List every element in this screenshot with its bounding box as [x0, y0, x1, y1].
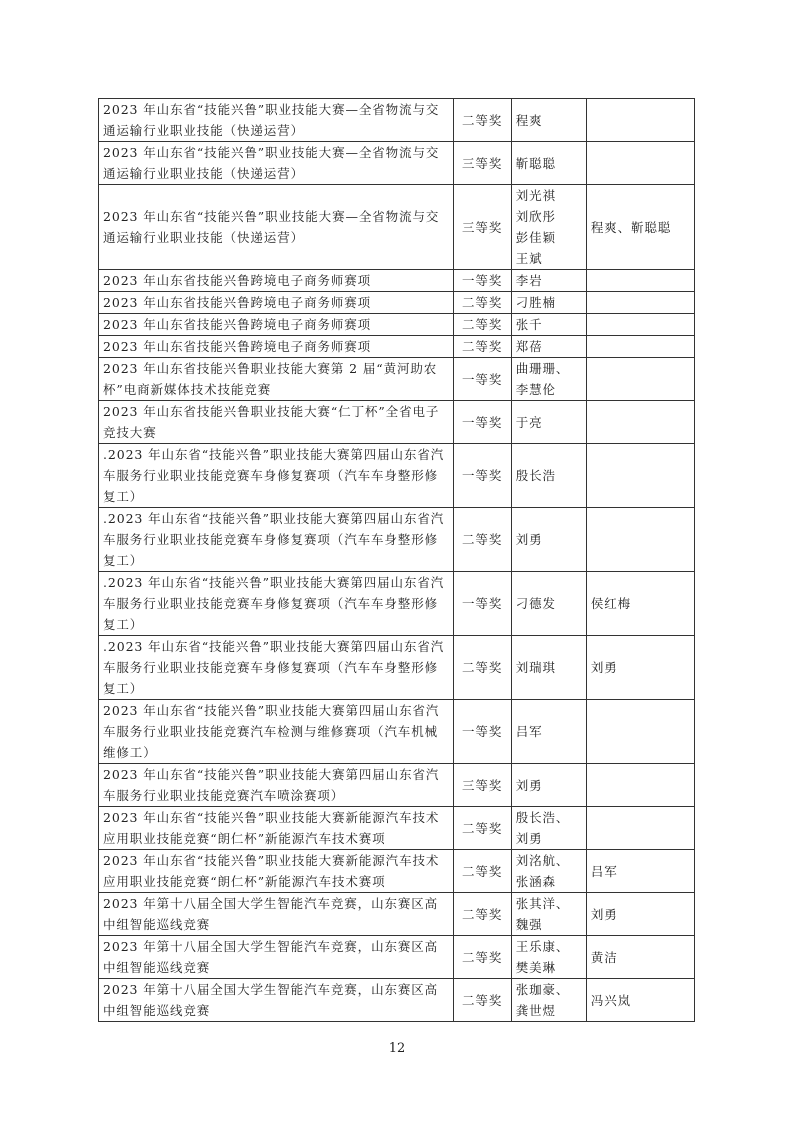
winner-name: 张其洋、 — [515, 896, 570, 911]
competition-cell: 2023 年山东省“技能兴鲁”职业技能大赛—全省物流与交通运输行业职业技能（快递运营） — [99, 99, 454, 142]
competition-cell: .2023 年山东省“技能兴鲁”职业技能大赛第四届山东省汽车服务行业职业技能竞赛车身修复赛项（汽车车身整形修复工） — [99, 444, 454, 508]
award-cell: 二等奖 — [453, 508, 511, 572]
page-number: 12 — [388, 1041, 406, 1056]
award-cell: 二等奖 — [453, 636, 511, 700]
instructor-cell — [586, 358, 694, 401]
competition-cell: 2023 年第十八届全国大学生智能汽车竞赛，山东赛区高中组智能巡线竞赛 — [99, 979, 454, 1022]
competition-cell: 2023 年山东省“技能兴鲁”职业技能大赛第四届山东省汽车服务行业职业技能竞赛汽车喷涂赛项） — [99, 764, 454, 807]
table-row — [99, 508, 695, 572]
winners-cell — [511, 764, 586, 807]
competition-cell: 2023 年山东省“技能兴鲁”职业技能大赛—全省物流与交通运输行业职业技能（快递运营） — [99, 185, 454, 270]
table-row — [99, 850, 695, 893]
award-cell: 二等奖 — [453, 850, 511, 893]
winner-name: 刁德发 — [515, 596, 556, 611]
winners-cell — [511, 508, 586, 572]
table-row — [99, 336, 695, 358]
winners-cell — [511, 142, 586, 185]
competition-cell: 2023 年山东省“技能兴鲁”职业技能大赛新能源汽车技术应用职业技能竞赛“朗仁杯”新能源汽车技术赛项 — [99, 807, 454, 850]
winners-cell — [511, 270, 586, 292]
winners-cell — [511, 358, 586, 401]
competition-cell: 2023 年山东省“技能兴鲁”职业技能大赛第四届山东省汽车服务行业职业技能竞赛汽车检测与维修赛项（汽车机械维修工） — [99, 700, 454, 764]
table-row — [99, 764, 695, 807]
table-row — [99, 979, 695, 1022]
winner-name: 张千 — [515, 317, 543, 332]
winner-name: 刘勇 — [515, 532, 543, 547]
table-row — [99, 936, 695, 979]
instructor-cell: 刘勇 — [586, 893, 694, 936]
award-cell: 二等奖 — [453, 807, 511, 850]
instructor-cell — [586, 764, 694, 807]
award-cell: 二等奖 — [453, 292, 511, 314]
award-cell: 三等奖 — [453, 142, 511, 185]
award-cell: 一等奖 — [453, 444, 511, 508]
table-row — [99, 572, 695, 636]
instructor-cell — [586, 270, 694, 292]
winner-name: 殷长浩 — [515, 468, 556, 483]
instructor-cell — [586, 99, 694, 142]
winner-name: 李慧伦 — [515, 382, 556, 397]
competition-cell: 2023 年山东省“技能兴鲁”职业技能大赛新能源汽车技术应用职业技能竞赛“朗仁杯”新能源汽车技术赛项 — [99, 850, 454, 893]
competition-cell: .2023 年山东省“技能兴鲁”职业技能大赛第四届山东省汽车服务行业职业技能竞赛车身修复赛项（汽车车身整形修复工） — [99, 508, 454, 572]
table-row — [99, 700, 695, 764]
award-cell: 二等奖 — [453, 936, 511, 979]
winner-name: 王斌 — [515, 251, 543, 266]
competition-cell: 2023 年山东省技能兴鲁跨境电子商务师赛项 — [99, 292, 454, 314]
table-row — [99, 99, 695, 142]
instructor-cell: 冯兴岚 — [586, 979, 694, 1022]
competition-cell: 2023 年第十八届全国大学生智能汽车竞赛，山东赛区高中组智能巡线竞赛 — [99, 936, 454, 979]
table-row — [99, 358, 695, 401]
winners-cell — [511, 979, 586, 1022]
instructor-cell — [586, 336, 694, 358]
winners-cell — [511, 401, 586, 444]
winner-name: 刁胜楠 — [515, 295, 556, 310]
winners-cell — [511, 185, 586, 270]
award-cell: 二等奖 — [453, 979, 511, 1022]
table-row — [99, 636, 695, 700]
winners-cell — [511, 850, 586, 893]
instructor-cell: 吕军 — [586, 850, 694, 893]
winner-name: 张珈豪、 — [515, 982, 570, 997]
table-row — [99, 142, 695, 185]
award-cell: 一等奖 — [453, 700, 511, 764]
winner-name: 殷长浩、 — [515, 810, 570, 825]
award-cell: 二等奖 — [453, 314, 511, 336]
winners-cell — [511, 893, 586, 936]
awards-table — [98, 98, 695, 1022]
winners-cell — [511, 572, 586, 636]
award-cell: 三等奖 — [453, 764, 511, 807]
winners-cell — [511, 807, 586, 850]
winner-name: 刘勇 — [515, 777, 543, 793]
competition-cell: 2023 年山东省技能兴鲁跨境电子商务师赛项 — [99, 270, 454, 292]
instructor-cell — [586, 444, 694, 508]
table-row — [99, 185, 695, 270]
competition-cell: 2023 年山东省技能兴鲁跨境电子商务师赛项 — [99, 336, 454, 358]
instructor-cell: 侯红梅 — [586, 572, 694, 636]
instructor-cell — [586, 142, 694, 185]
winner-name: 王乐康、 — [515, 939, 570, 954]
table-row — [99, 893, 695, 936]
award-cell: 二等奖 — [453, 336, 511, 358]
table-row — [99, 314, 695, 336]
winners-cell — [511, 700, 586, 764]
award-cell: 三等奖 — [453, 185, 511, 270]
winner-name: 郑蓓 — [515, 339, 543, 354]
instructor-cell — [586, 401, 694, 444]
competition-cell: .2023 年山东省“技能兴鲁”职业技能大赛第四届山东省汽车服务行业职业技能竞赛车身修复赛项（汽车车身整形修复工） — [99, 572, 454, 636]
instructor-cell: 程爽、靳聪聪 — [586, 185, 694, 270]
winner-name: 靳聪聪 — [515, 155, 556, 171]
winner-name: 于亮 — [515, 414, 543, 430]
competition-cell: .2023 年山东省“技能兴鲁”职业技能大赛第四届山东省汽车服务行业职业技能竞赛车身修复赛项（汽车车身整形修复工） — [99, 636, 454, 700]
competition-cell: 2023 年山东省技能兴鲁职业技能大赛“仁丁杯”全省电子竞技大赛 — [99, 401, 454, 444]
table-row — [99, 270, 695, 292]
table-row — [99, 807, 695, 850]
winner-name: 樊美琳 — [515, 960, 556, 975]
table-row — [99, 444, 695, 508]
winner-name: 刘瑞琪 — [515, 660, 556, 675]
winners-cell — [511, 336, 586, 358]
table-row — [99, 292, 695, 314]
winner-name: 刘勇 — [515, 831, 543, 846]
winner-name: 彭佳颖 — [515, 230, 556, 245]
award-cell: 一等奖 — [453, 401, 511, 444]
instructor-cell — [586, 807, 694, 850]
winner-name: 刘光祺 — [515, 188, 556, 203]
table-row — [99, 401, 695, 444]
winner-name: 龚世煜 — [515, 1003, 556, 1018]
instructor-cell — [586, 292, 694, 314]
winner-name: 魏强 — [515, 917, 543, 932]
winners-cell — [511, 99, 586, 142]
instructor-cell — [586, 314, 694, 336]
competition-cell: 2023 年山东省技能兴鲁职业技能大赛第 2 届“黄河助农杯”电商新媒体技术技能竞赛 — [99, 358, 454, 401]
winners-cell — [511, 636, 586, 700]
winners-cell — [511, 444, 586, 508]
instructor-cell: 刘勇 — [586, 636, 694, 700]
winner-name: 程爽 — [515, 112, 543, 128]
winner-name: 刘洺航、 — [515, 853, 570, 868]
winner-name: 刘欣彤 — [515, 209, 556, 224]
winner-name: 吕军 — [515, 724, 543, 739]
winner-name: 李岩 — [515, 273, 543, 288]
competition-cell: 2023 年山东省技能兴鲁跨境电子商务师赛项 — [99, 314, 454, 336]
award-cell: 一等奖 — [453, 572, 511, 636]
award-cell: 二等奖 — [453, 893, 511, 936]
instructor-cell — [586, 700, 694, 764]
winner-name: 张涵森 — [515, 874, 556, 889]
winners-cell — [511, 292, 586, 314]
award-cell: 二等奖 — [453, 99, 511, 142]
winners-cell — [511, 314, 586, 336]
award-cell: 一等奖 — [453, 270, 511, 292]
award-cell: 一等奖 — [453, 358, 511, 401]
competition-cell: 2023 年山东省“技能兴鲁”职业技能大赛—全省物流与交通运输行业职业技能（快递运营） — [99, 142, 454, 185]
instructor-cell — [586, 508, 694, 572]
winners-cell — [511, 936, 586, 979]
winner-name: 曲珊珊、 — [515, 361, 570, 376]
instructor-cell: 黄洁 — [586, 936, 694, 979]
competition-cell: 2023 年第十八届全国大学生智能汽车竞赛，山东赛区高中组智能巡线竞赛 — [99, 893, 454, 936]
